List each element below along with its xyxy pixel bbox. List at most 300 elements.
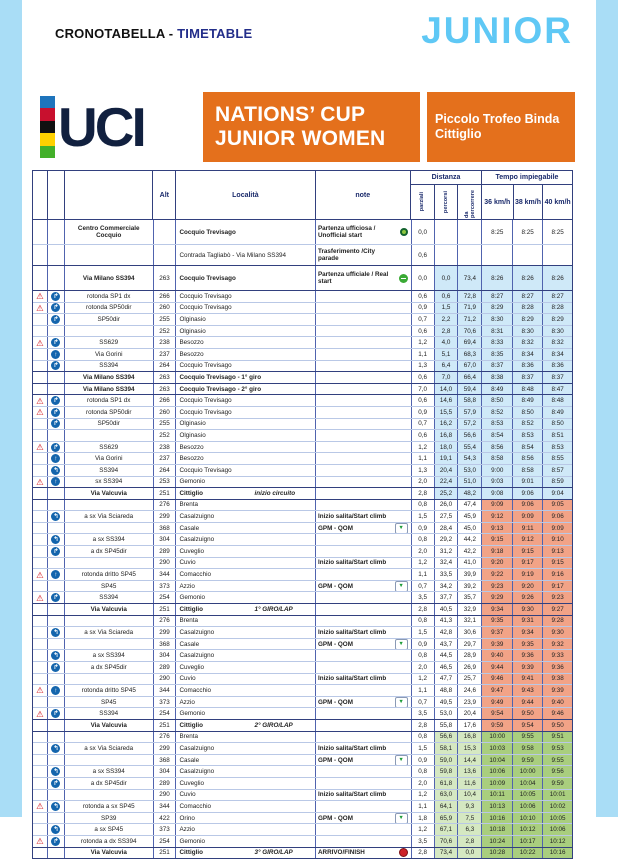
distance-remaining-cell: 57,2: [457, 419, 481, 430]
distance-covered-cell: 41,3: [434, 616, 458, 627]
timetable-row: [33, 220, 572, 244]
distance-remaining-cell: 73,4: [457, 266, 481, 290]
locality-cell: Brenta: [175, 732, 314, 743]
locality-cell: Brenta: [175, 500, 314, 511]
street-cell: a sx Via Sciareda: [64, 511, 153, 522]
turn-left-icon: ↰: [53, 536, 59, 544]
time-38kmh-cell: 9:44: [512, 697, 542, 708]
distance-partial-cell: 0,6: [411, 430, 434, 441]
time-38kmh-cell: 9:35: [512, 639, 542, 650]
timetable-row: [33, 823, 572, 835]
time-36kmh-cell: 9:59: [481, 720, 512, 731]
note-cell: [315, 477, 411, 488]
time-40kmh-cell: 10:05: [542, 813, 572, 824]
warning-cell: [33, 384, 47, 395]
locality-cell: Cuvio: [175, 790, 314, 801]
time-40kmh-cell: 9:51: [542, 732, 572, 743]
warning-icon: ⚠: [36, 442, 44, 453]
turn-left-icon: ↰: [53, 629, 59, 637]
direction-cell: [47, 778, 64, 789]
altitude-cell: 263: [153, 266, 176, 290]
distance-covered-cell: 0,6: [434, 291, 458, 302]
note-cell: [315, 500, 411, 511]
street-cell: a sx SS394: [64, 650, 153, 661]
note-cell: [315, 326, 411, 337]
page-left-border: [0, 0, 22, 817]
distance-covered-cell: [434, 245, 458, 265]
timetable-row: [33, 290, 572, 302]
time-38kmh-cell: 10:22: [512, 848, 542, 859]
timetable-row: [33, 638, 572, 650]
direction-cell: [47, 465, 64, 476]
time-38kmh-cell: 8:56: [512, 453, 542, 464]
time-40kmh-cell: 9:09: [542, 523, 572, 534]
distance-covered-cell: 19,1: [434, 453, 458, 464]
distance-remaining-cell: 24,6: [457, 685, 481, 696]
distance-remaining-cell: 57,9: [457, 407, 481, 418]
direction-cell: [47, 616, 64, 627]
direction-cell: [47, 314, 64, 325]
header-group-tempo: [481, 171, 572, 219]
note-cell: [315, 314, 411, 325]
distance-partial-cell: 0,8: [411, 732, 434, 743]
header-40kmh: 40 km/h: [542, 185, 572, 219]
time-38kmh-cell: 10:00: [512, 766, 542, 777]
distance-remaining-cell: 42,2: [457, 546, 481, 557]
timetable-row: [33, 464, 572, 476]
turn-left-icon: ↰: [53, 826, 59, 834]
distance-remaining-cell: [457, 220, 481, 244]
time-38kmh-cell: 8:36: [512, 361, 542, 372]
note-cell: GPM - QOM ▼: [315, 697, 411, 708]
distance-covered-cell: 31,2: [434, 546, 458, 557]
warning-cell: [33, 569, 47, 580]
altitude-cell: 276: [153, 616, 176, 627]
note-cell: Inizio salita/Start climb: [315, 511, 411, 522]
distance-partial-cell: 1,5: [411, 627, 434, 638]
distance-partial-cell: 1,2: [411, 558, 434, 569]
header-da-percorrere: da percorrere: [463, 190, 476, 218]
header-distanza-label: Distanza: [411, 171, 481, 185]
altitude-cell: [153, 220, 176, 244]
altitude-cell: 254: [153, 592, 176, 603]
distance-covered-cell: 49,5: [434, 697, 458, 708]
time-38kmh-cell: 10:12: [512, 824, 542, 835]
street-cell: SS394: [64, 361, 153, 372]
note-cell: [315, 349, 411, 360]
note-cell: [315, 569, 411, 580]
banner-line1: NATIONS’ CUP: [215, 103, 366, 126]
warning-cell: [33, 245, 47, 265]
direction-cell: [47, 766, 64, 777]
distance-partial-cell: 0,7: [411, 419, 434, 430]
direction-cell: [47, 650, 64, 661]
header-note: note: [315, 171, 410, 219]
locality-cell: Cittiglio inizio circuito: [175, 488, 314, 499]
note-cell: [315, 453, 411, 464]
distance-covered-cell: 55,8: [434, 720, 458, 731]
distance-remaining-cell: [457, 245, 481, 265]
note-cell: [315, 419, 411, 430]
distance-covered-cell: 14,0: [434, 384, 458, 395]
direction-cell: [47, 266, 64, 290]
time-36kmh-cell: 9:49: [481, 697, 512, 708]
time-38kmh-cell: 9:39: [512, 662, 542, 673]
distance-remaining-cell: 16,8: [457, 732, 481, 743]
timetable-row: [33, 626, 572, 638]
note-cell: GPM - QOM ▼: [315, 755, 411, 766]
street-cell: Via Gorini: [64, 349, 153, 360]
street-cell: SS394: [64, 465, 153, 476]
time-36kmh-cell: 9:37: [481, 627, 512, 638]
time-36kmh-cell: 9:29: [481, 592, 512, 603]
time-36kmh-cell: 9:03: [481, 477, 512, 488]
distance-covered-cell: 43,7: [434, 639, 458, 650]
note-cell: Inizio salita/Start climb: [315, 743, 411, 754]
street-cell: Via Milano SS394: [64, 372, 153, 383]
time-36kmh-cell: 8:30: [481, 314, 512, 325]
turn-right-icon: ↱: [53, 292, 59, 300]
gpm-qom-icon: ▼: [395, 697, 408, 708]
time-36kmh-cell: 10:16: [481, 813, 512, 824]
time-38kmh-cell: 8:34: [512, 349, 542, 360]
direction-cell: [47, 813, 64, 824]
timetable-row: [33, 800, 572, 812]
direction-cell: [47, 581, 64, 592]
distance-partial-cell: 1,2: [411, 790, 434, 801]
timetable-row: [33, 789, 572, 801]
time-40kmh-cell: 9:59: [542, 778, 572, 789]
distance-remaining-cell: 45,0: [457, 523, 481, 534]
direction-cell: [47, 419, 64, 430]
time-40kmh-cell: 9:40: [542, 697, 572, 708]
time-36kmh-cell: 9:34: [481, 604, 512, 615]
warning-cell: [33, 720, 47, 731]
logo-row: [40, 92, 575, 162]
timetable-row: [33, 765, 572, 777]
distance-remaining-cell: 7,5: [457, 813, 481, 824]
time-36kmh-cell: 9:13: [481, 523, 512, 534]
locality-cell: Cocquio Trevisago: [175, 361, 314, 372]
note-cell: [315, 442, 411, 453]
altitude-cell: 276: [153, 732, 176, 743]
altitude-cell: 299: [153, 743, 176, 754]
header-tempo-label: Tempo impiegabile: [482, 171, 572, 185]
note-cell: [315, 372, 411, 383]
street-cell: SS394: [64, 708, 153, 719]
time-40kmh-cell: 8:55: [542, 453, 572, 464]
street-cell: SS629: [64, 337, 153, 348]
timetable-row: [33, 418, 572, 430]
distance-remaining-cell: 59,4: [457, 384, 481, 395]
locality-cell: Cocquio Trevisago: [175, 465, 314, 476]
timetable-row: [33, 591, 572, 603]
locality-cell: Besozzo: [175, 453, 314, 464]
street-cell: [64, 500, 153, 511]
street-cell: rotonda SP50dir: [64, 303, 153, 314]
gpm-qom-icon: ▼: [395, 639, 408, 650]
distance-covered-cell: 6,4: [434, 361, 458, 372]
distance-partial-cell: 0,0: [411, 220, 434, 244]
note-cell: Trasferimento /City parade: [315, 245, 411, 265]
distance-partial-cell: 1,1: [411, 349, 434, 360]
time-40kmh-cell: 8:32: [542, 337, 572, 348]
altitude-cell: 251: [153, 488, 176, 499]
locality-cell: Casalzuigno: [175, 511, 314, 522]
distance-covered-cell: 44,5: [434, 650, 458, 661]
timetable-row: [33, 336, 572, 348]
time-40kmh-cell: 9:56: [542, 766, 572, 777]
note-cell: [315, 708, 411, 719]
note-cell: [315, 650, 411, 661]
altitude-cell: 252: [153, 430, 176, 441]
time-38kmh-cell: 8:28: [512, 303, 542, 314]
timetable-row: [33, 429, 572, 441]
time-40kmh-cell: 9:55: [542, 755, 572, 766]
altitude-cell: 237: [153, 349, 176, 360]
altitude-cell: 254: [153, 708, 176, 719]
timetable-row: [33, 777, 572, 789]
street-cell: SP39: [64, 813, 153, 824]
distance-covered-cell: 42,8: [434, 627, 458, 638]
locality-cell: Cittiglio 3° GIRO/LAP: [175, 848, 314, 859]
header-38kmh: 38 km/h: [513, 185, 543, 219]
altitude-cell: 264: [153, 465, 176, 476]
note-cell: Partenza ufficiosa / Unofficial start: [315, 220, 411, 244]
time-40kmh-cell: 9:32: [542, 639, 572, 650]
time-38kmh-cell: 9:50: [512, 708, 542, 719]
distance-remaining-cell: 48,2: [457, 488, 481, 499]
timetable-row: [33, 684, 572, 696]
time-40kmh-cell: 9:23: [542, 592, 572, 603]
distance-covered-cell: 27,5: [434, 511, 458, 522]
distance-partial-cell: 0,7: [411, 697, 434, 708]
warning-cell: [33, 732, 47, 743]
time-40kmh-cell: 9:10: [542, 534, 572, 545]
warning-cell: [33, 650, 47, 661]
distance-covered-cell: 48,8: [434, 685, 458, 696]
altitude-cell: 263: [153, 372, 176, 383]
street-cell: Via Gorini: [64, 453, 153, 464]
note-cell: [315, 407, 411, 418]
street-cell: Via Milano SS394: [64, 266, 153, 290]
distance-covered-cell: 16,8: [434, 430, 458, 441]
time-40kmh-cell: 8:47: [542, 384, 572, 395]
warning-cell: [33, 848, 47, 859]
time-36kmh-cell: 9:54: [481, 708, 512, 719]
distance-covered-cell: 5,1: [434, 349, 458, 360]
time-36kmh-cell: 9:09: [481, 500, 512, 511]
distance-remaining-cell: 55,4: [457, 442, 481, 453]
distance-remaining-cell: 13,6: [457, 766, 481, 777]
warning-cell: [33, 349, 47, 360]
time-40kmh-cell: 9:53: [542, 743, 572, 754]
time-40kmh-cell: 8:57: [542, 465, 572, 476]
altitude-cell: 255: [153, 314, 176, 325]
time-38kmh-cell: 8:53: [512, 430, 542, 441]
note-cell: [315, 836, 411, 847]
distance-partial-cell: 0,9: [411, 523, 434, 534]
warning-cell: [33, 523, 47, 534]
time-38kmh-cell: 9:09: [512, 511, 542, 522]
distance-partial-cell: 0,6: [411, 291, 434, 302]
street-cell: rotonda a sx SP45: [64, 801, 153, 812]
distance-partial-cell: 1,1: [411, 685, 434, 696]
lap-label: 2° GIRO/LAP: [254, 721, 293, 729]
distance-partial-cell: 2,8: [411, 848, 434, 859]
time-40kmh-cell: 9:13: [542, 546, 572, 557]
note-cell: GPM - QOM ▼: [315, 581, 411, 592]
time-40kmh-cell: 8:30: [542, 326, 572, 337]
note-cell: ARRIVO/FINISH: [315, 848, 411, 859]
time-38kmh-cell: 10:04: [512, 778, 542, 789]
timetable-row: [33, 313, 572, 325]
distance-covered-cell: 37,7: [434, 592, 458, 603]
locality-cell: Casalzuigno: [175, 743, 314, 754]
time-36kmh-cell: 10:13: [481, 801, 512, 812]
time-38kmh-cell: 8:29: [512, 314, 542, 325]
timetable-row: [33, 244, 572, 265]
locality-cell: Cocquio Trevisago: [175, 291, 314, 302]
distance-partial-cell: 1,2: [411, 824, 434, 835]
timetable-row: [33, 499, 572, 511]
turn-right-icon: ↱: [53, 362, 59, 370]
distance-remaining-cell: 53,0: [457, 465, 481, 476]
warning-cell: [33, 674, 47, 685]
time-38kmh-cell: 9:43: [512, 685, 542, 696]
distance-remaining-cell: 23,9: [457, 697, 481, 708]
timetable-row: [33, 302, 572, 314]
distance-remaining-cell: 39,2: [457, 581, 481, 592]
direction-cell: [47, 662, 64, 673]
lap-label: 1° GIRO/LAP: [254, 605, 293, 613]
timetable-row: [33, 661, 572, 673]
warning-cell: [33, 801, 47, 812]
note-cell: [315, 778, 411, 789]
time-36kmh-cell: 9:47: [481, 685, 512, 696]
distance-remaining-cell: 17,6: [457, 720, 481, 731]
event-line2: Cittiglio: [435, 127, 482, 141]
distance-remaining-cell: 0,0: [457, 848, 481, 859]
time-40kmh-cell: 8:49: [542, 407, 572, 418]
time-36kmh-cell: 8:54: [481, 430, 512, 441]
street-cell: a sx Via Sciareda: [64, 627, 153, 638]
altitude-cell: 304: [153, 766, 176, 777]
header-localita: Località: [175, 171, 314, 219]
street-cell: [64, 639, 153, 650]
locality-cell: Casale: [175, 523, 314, 534]
time-38kmh-cell: 9:59: [512, 755, 542, 766]
time-38kmh-cell: 9:54: [512, 720, 542, 731]
time-36kmh-cell: 9:20: [481, 558, 512, 569]
note-cell: Inizio salita/Start climb: [315, 627, 411, 638]
note-cell: [315, 801, 411, 812]
time-36kmh-cell: 9:15: [481, 534, 512, 545]
direction-cell: [47, 848, 64, 859]
timetable-row: [33, 533, 572, 545]
street-cell: SP45: [64, 581, 153, 592]
time-36kmh-cell: 8:33: [481, 337, 512, 348]
distance-partial-cell: 1,1: [411, 453, 434, 464]
distance-partial-cell: 0,7: [411, 314, 434, 325]
street-cell: rotonda SP1 dx: [64, 395, 153, 406]
warning-cell: [33, 790, 47, 801]
distance-partial-cell: 1,3: [411, 361, 434, 372]
timetable-row: [33, 568, 572, 580]
altitude-cell: 289: [153, 546, 176, 557]
turn-right-icon: ↱: [53, 420, 59, 428]
time-36kmh-cell: 9:08: [481, 488, 512, 499]
time-40kmh-cell: 9:15: [542, 558, 572, 569]
distance-remaining-cell: 35,7: [457, 592, 481, 603]
distance-remaining-cell: 29,7: [457, 639, 481, 650]
turn-right-icon: ↱: [53, 408, 59, 416]
direction-cell: [47, 361, 64, 372]
time-40kmh-cell: 8:27: [542, 291, 572, 302]
turn-right-icon: ↱: [53, 663, 59, 671]
time-38kmh-cell: 8:50: [512, 407, 542, 418]
time-38kmh-cell: 9:17: [512, 558, 542, 569]
time-38kmh-cell: 9:12: [512, 534, 542, 545]
distance-remaining-cell: 54,3: [457, 453, 481, 464]
time-40kmh-cell: 9:33: [542, 650, 572, 661]
distance-covered-cell: 65,9: [434, 813, 458, 824]
locality-cell: Brenta: [175, 616, 314, 627]
time-38kmh-cell: 8:54: [512, 442, 542, 453]
turn-right-icon: ↱: [53, 339, 59, 347]
distance-remaining-cell: 41,0: [457, 558, 481, 569]
direction-cell: [47, 245, 64, 265]
time-40kmh-cell: 9:30: [542, 627, 572, 638]
time-40kmh-cell: 9:50: [542, 720, 572, 731]
distance-remaining-cell: 6,3: [457, 824, 481, 835]
note-cell: Partenza ufficiale / Real start: [315, 266, 411, 290]
straight-icon: ↑: [51, 350, 60, 359]
altitude-cell: 264: [153, 361, 176, 372]
street-cell: rotonda SP1 dx: [64, 291, 153, 302]
timetable-row: [33, 452, 572, 464]
note-cell: [315, 488, 411, 499]
distance-covered-cell: 53,0: [434, 708, 458, 719]
direction-cell: [47, 801, 64, 812]
time-36kmh-cell: 9:35: [481, 616, 512, 627]
time-36kmh-cell: 9:00: [481, 465, 512, 476]
warning-icon: ⚠: [36, 291, 44, 302]
locality-cell: Olginasio: [175, 430, 314, 441]
locality-cell: Gemonio: [175, 836, 314, 847]
time-38kmh-cell: 9:58: [512, 743, 542, 754]
distance-remaining-cell: 32,9: [457, 604, 481, 615]
distance-partial-cell: 0,8: [411, 766, 434, 777]
distance-covered-cell: 70,6: [434, 836, 458, 847]
distance-partial-cell: 2,0: [411, 477, 434, 488]
street-cell: Via Valcuvia: [64, 604, 153, 615]
street-cell: rotonda dritto SP45: [64, 569, 153, 580]
time-36kmh-cell: 10:24: [481, 836, 512, 847]
time-40kmh-cell: 10:01: [542, 790, 572, 801]
time-38kmh-cell: 9:15: [512, 546, 542, 557]
warning-cell: [33, 430, 47, 441]
locality-cell: Cocquio Trevisago - 2° giro: [175, 384, 314, 395]
distance-remaining-cell: 67,0: [457, 361, 481, 372]
distance-remaining-cell: 30,6: [457, 627, 481, 638]
distance-partial-cell: 1,3: [411, 465, 434, 476]
locality-cell: Cuveglio: [175, 546, 314, 557]
timetable-row: [33, 383, 572, 395]
locality-cell: Cocquio Trevisago: [175, 303, 314, 314]
note-cell: [315, 430, 411, 441]
street-cell: a dx SP45dir: [64, 546, 153, 557]
